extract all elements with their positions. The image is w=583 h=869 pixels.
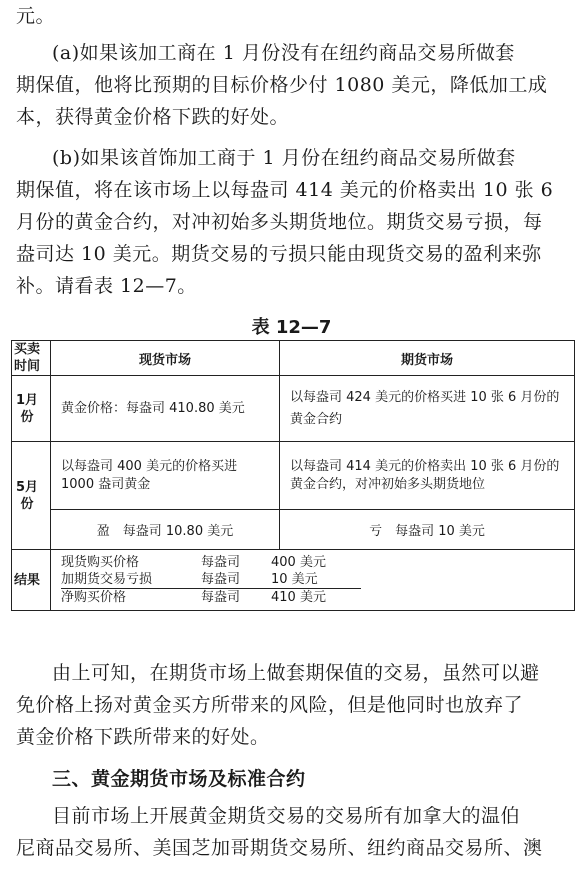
result-unit: 每盎司 <box>201 588 271 606</box>
result-item: 加期货交易亏损 <box>61 572 153 587</box>
text-line: 目前市场上开展黄金期货交易的交易所有加拿大的温伯 <box>52 805 521 827</box>
header-spot: 现货市场 <box>51 341 280 376</box>
text-line: 免价格上扬对黄金买方所带来的风险，但是他同时也放弃了 <box>16 694 524 716</box>
text-line: 黄金价格下跌所带来的好处。 <box>16 726 270 748</box>
result-amount: 400 美元 <box>271 555 326 570</box>
spot-cell <box>51 442 280 510</box>
table-caption: 表 12—7 <box>251 317 332 338</box>
time-cell <box>12 376 51 442</box>
text-line: 盎司达 10 美元。期货交易的亏损只能由现货交易的盈利来弥 <box>16 243 542 265</box>
hedging-table <box>11 340 575 611</box>
result-label-cell <box>12 550 51 611</box>
text-line: 元。 <box>16 5 56 27</box>
futures-text: 以每盎司 424 美元的价格买进 10 张 6 月份的黄金合约 <box>290 389 560 427</box>
spot-cell <box>51 376 280 442</box>
header-time-label: 买卖时间 <box>13 342 40 374</box>
result-unit: 每盎司 <box>201 572 241 587</box>
time-cell <box>12 442 51 550</box>
text-line: (a)如果该加工商在 1 月份没有在纽约商品交易所做套 <box>52 42 515 64</box>
table-row <box>12 442 575 510</box>
pl-row <box>12 510 575 550</box>
result-amount: 10 美元 <box>271 572 318 587</box>
futures-text: 以每盎司 414 美元的价格卖出 10 张 6 月份的黄金合约，对冲初始多头期货地位 <box>290 458 560 492</box>
table-row <box>12 376 575 442</box>
spot-gain-cell: 盈 每盎司 10.80 美元 <box>51 510 280 550</box>
text-line: 尼商品交易所、美国芝加哥期货交易所、纽约商品交易所、澳 <box>16 837 543 859</box>
text-line: 补。请看表 12—7。 <box>16 275 197 297</box>
result-lines <box>51 550 574 610</box>
spot-text: 以每盎司 400 美元的价格买进 1000 盎司黄金 <box>61 458 238 492</box>
result-amount: 410 美元 <box>271 588 361 606</box>
spot-text: 黄金价格：每盎司 410.80 美元 <box>61 400 245 416</box>
time-label: 5月份 <box>15 479 39 512</box>
result-item: 现货购买价格 <box>61 555 140 570</box>
result-row <box>12 550 575 611</box>
time-label: 1月份 <box>15 392 39 425</box>
text-line: 期保值，他将比预期的目标价格少付 1080 美元，降低加工成 <box>16 74 548 96</box>
result-label: 结果 <box>13 572 40 588</box>
text-line: 期保值，将在该市场上以每盎司 414 美元的价格卖出 10 张 6 <box>16 179 554 201</box>
text-line: 月份的黄金合约，对冲初始多头期货地位。期货交易亏损，每 <box>16 211 543 233</box>
text-line: 本，获得黄金价格下跌的好处。 <box>16 106 290 128</box>
futures-cell <box>280 442 575 510</box>
futures-cell <box>280 376 575 442</box>
header-futures: 期货市场 <box>280 341 575 376</box>
text-line: (b)如果该首饰加工商于 1 月份在纽约商品交易所做套 <box>52 147 516 169</box>
text-line: 由上可知，在期货市场上做套期保值的交易，虽然可以避 <box>52 662 540 684</box>
result-item: 净购买价格 <box>61 588 201 606</box>
result-cell <box>51 550 575 611</box>
header-time <box>12 341 51 376</box>
table-header-row <box>12 341 575 376</box>
futures-loss-cell: 亏 每盎司 10 美元 <box>280 510 575 550</box>
section-heading: 三、黄金期货市场及标准合约 <box>52 768 306 790</box>
result-unit: 每盎司 <box>201 555 241 570</box>
